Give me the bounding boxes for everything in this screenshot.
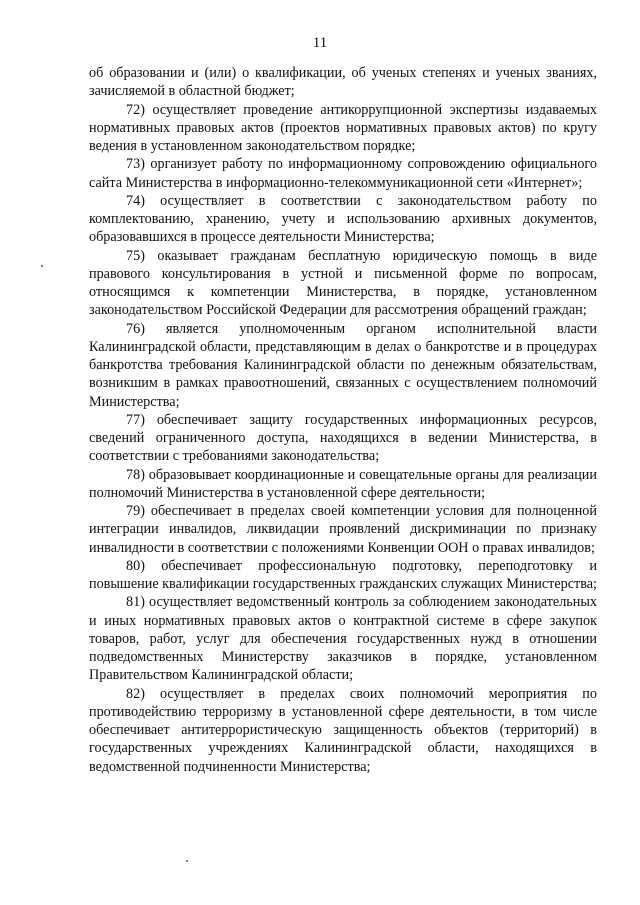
paragraph-item-73: 73) организует работу по информационному сопровождению официального сайта Министерства в информационно-телекоммуникационной сети «Интернет»; xyxy=(89,156,597,191)
paragraph-item-77: 77) обеспечивает защиту государственных информационных ресурсов, сведений ограниченного доступа, находящихся в ведении Министерства, в соответствии с требованиями законодательства; xyxy=(89,411,597,465)
paragraph-item-72: 72) осуществляет проведение антикоррупционной экспертизы издаваемых нормативных правовых актов (проектов нормативных правовых актов) по кругу ведения в установленном законодательством порядке; xyxy=(89,101,597,154)
page-number: 11 xyxy=(312,35,328,51)
paragraph-item-75: 75) оказывает гражданам бесплатную юридическую помощь в виде правового консультирования в устной и письменной форме по вопросам, относящимся к компетенции Министерства, в порядке, установленном законодательством Российской Федерации для рассмотрения обращений граждан; xyxy=(89,247,597,319)
paragraph-item-74: 74) осуществляет в соответствии с законодательством работу по комплектованию, хранению, учету и использованию архивных документов, образовавшихся в процессе деятельности Министерства; xyxy=(89,192,597,246)
paragraph-item-76: 76) является уполномоченным органом исполнительной власти Калининградской области, представляющим в делах о банкротстве и в процедурах банкротства требования Калининградской области по денежным обязательствам, возникшим в рамках правоотношений, связанных с осуществлением полномочий Министерства; xyxy=(89,320,597,410)
paragraph-item-79: 79) обеспечивает в пределах своей компетенции условия для полноценной интеграции инвалидов, ликвидации проявлений дискриминации по признаку инвалидности в соответствии с положениями Конвенции ООН о правах инвалидов; xyxy=(89,503,597,556)
document-body xyxy=(89,64,597,776)
paragraph-item-81: 81) осуществляет ведомственный контроль за соблюдением законодательных и иных нормативных правовых актов о контрактной системе в сфере закупок товаров, работ, услуг для обеспечения государственных нужд в отношении подведомственных Министерству заказчиков в порядке, установленном Правительством Калининградской области; xyxy=(89,594,597,684)
paragraph-item-80: 80) обеспечивает профессиональную подготовку, переподготовку и повышение квалификации государственных гражданских служащих Министерства; xyxy=(89,557,597,592)
paragraph-item-78: 78) образовывает координационные и совещательные органы для реализации полномочий Министерства в установленной сфере деятельности; xyxy=(89,466,597,501)
paragraph-continuation: об образовании и (или) о квалификации, об ученых степенях и ученых званиях, зачисляемой в областной бюджет; xyxy=(89,65,597,100)
scan-speck xyxy=(41,265,43,267)
scan-speck xyxy=(186,860,188,862)
paragraph-item-82: 82) осуществляет в пределах своих полномочий мероприятия по противодействию терроризму в установленной сфере деятельности, в том числе обеспечивает антитеррористическую защищенность объектов (территорий) в государственных учреждениях Калининградской области, находящихся в ведомственной подчиненности Министерства; xyxy=(89,685,597,775)
